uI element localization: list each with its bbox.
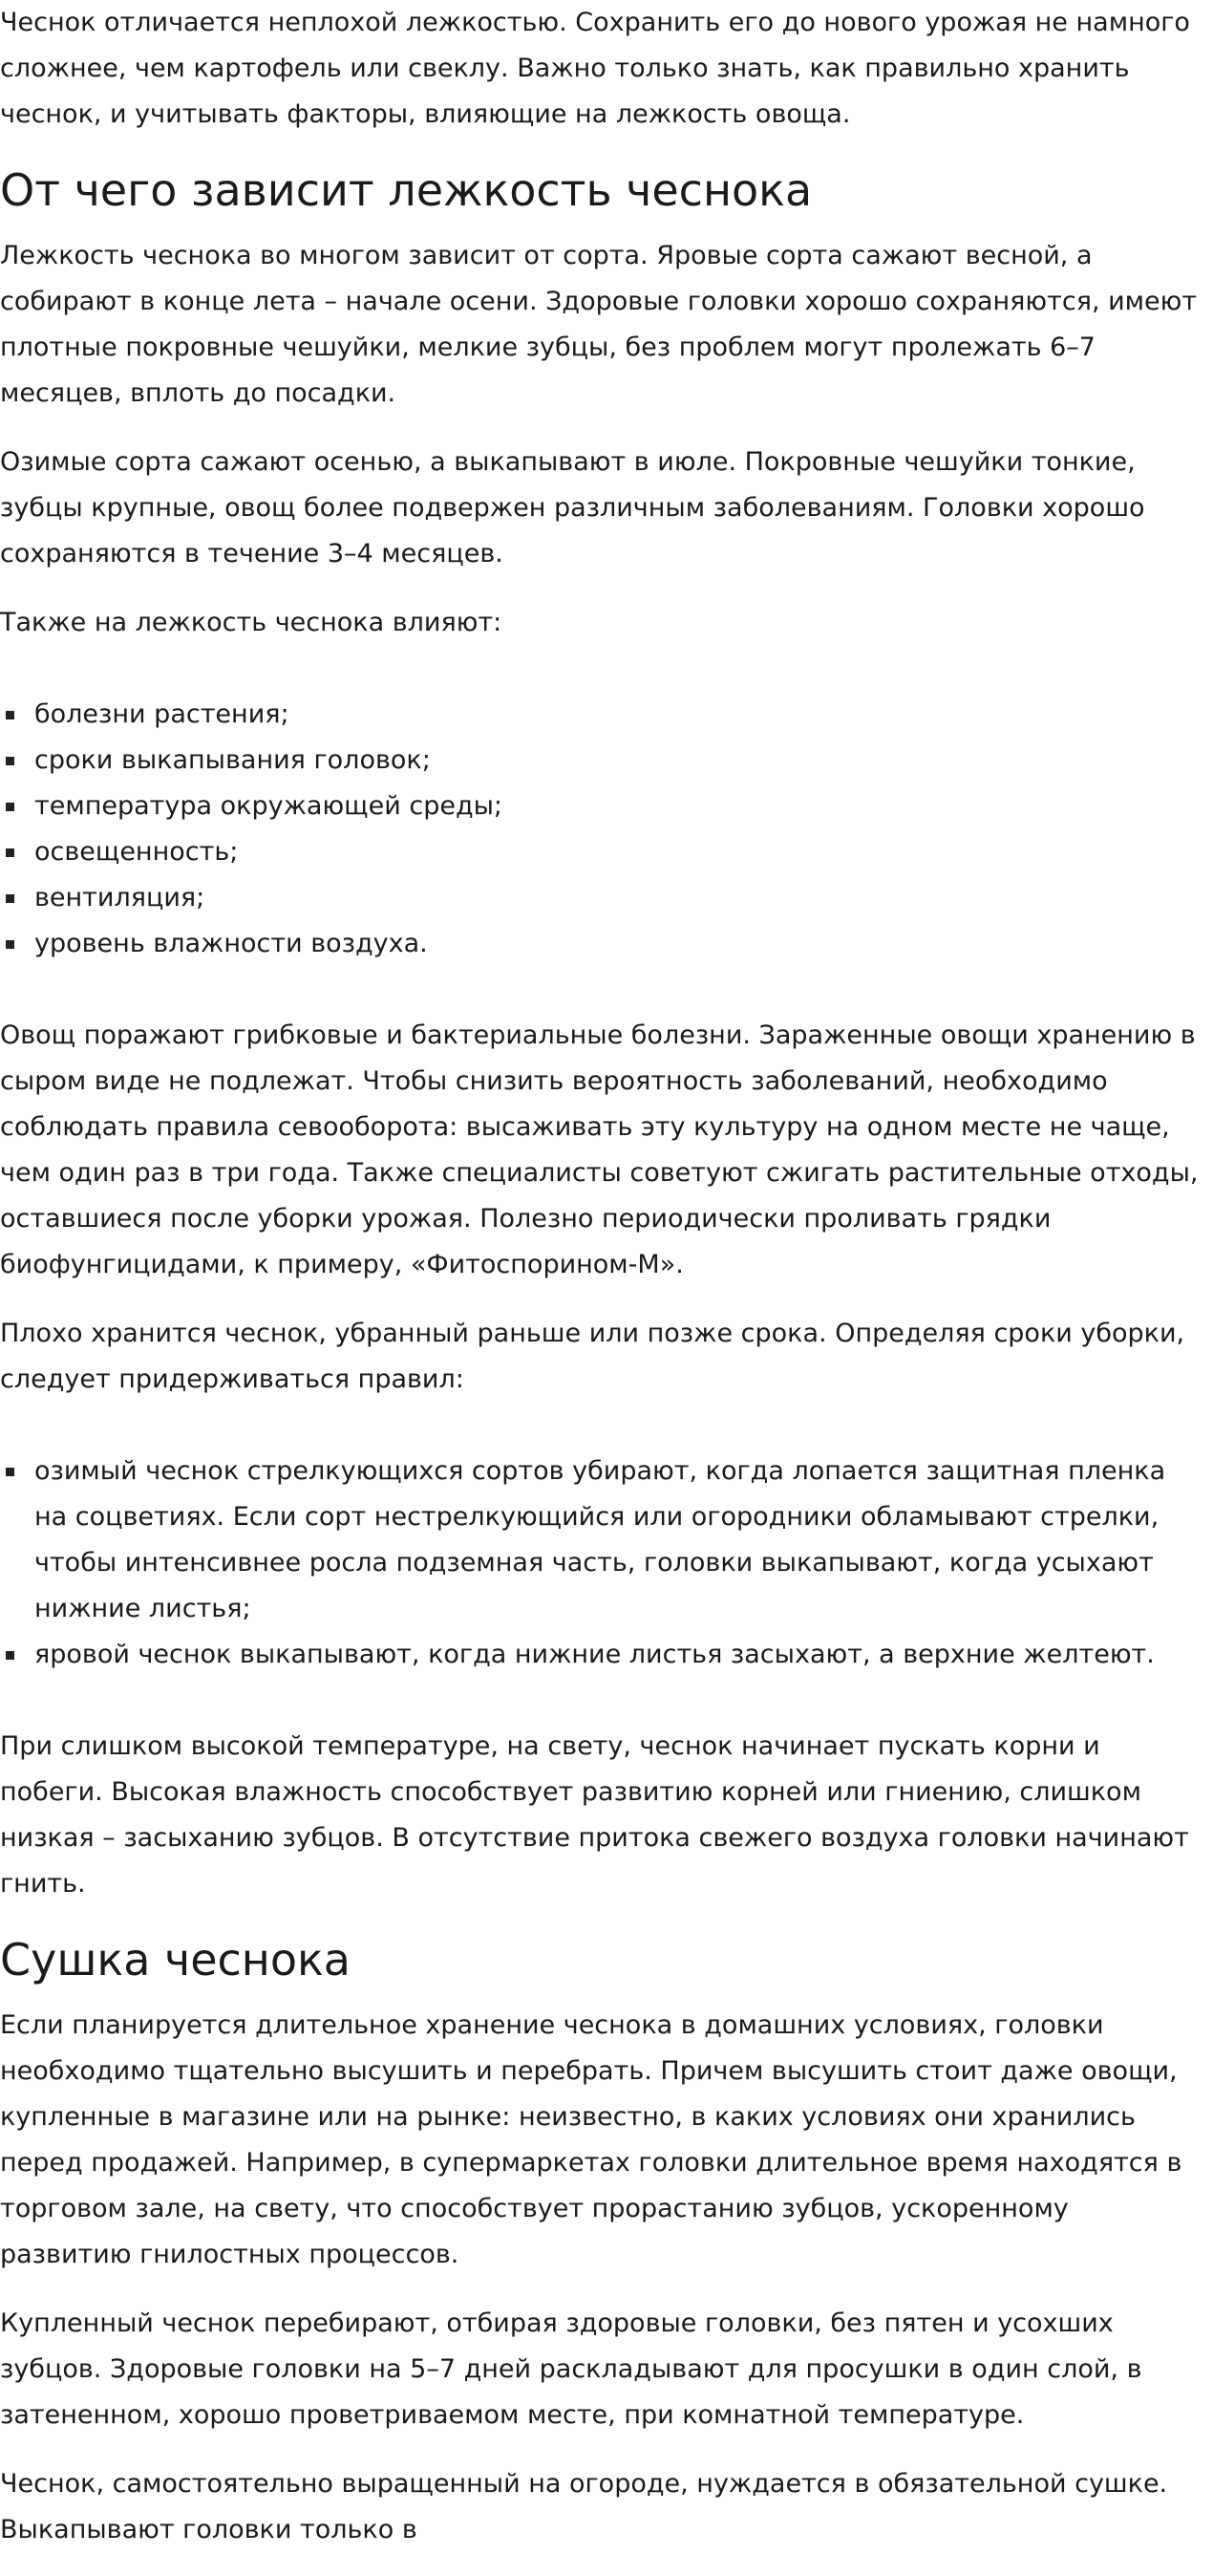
factors-list bbox=[0, 669, 1205, 990]
paragraph-temperature: При слишком высокой температуре, на свету, чеснок начинает пускать корни и побеги. Высокая влажность способствует развитию корней или гниению, слишком низкая – засыханию зубцов. В отсутствие притока свежего воздуха головки начинают гнить. bbox=[0, 1731, 1189, 1899]
paragraph-winter-varieties: Озимые сорта сажают осенью, а выкапывают в июле. Покровные чешуйки тонкие, зубцы крупные, овощ более подвержен различным заболеваниям. Головки хорошо сохраняются в течение 3–4 месяцев. bbox=[0, 447, 1145, 569]
list-item: яровой чеснок выкапывают, когда нижние листья засыхают, а верхние желтеют. bbox=[0, 1632, 1205, 1678]
list-item: болезни растения; bbox=[0, 692, 1205, 738]
list-item: вентиляция; bbox=[0, 875, 1205, 921]
paragraph-harvest-timing: Плохо хранится чеснок, убранный раньше или позже срока. Определяя сроки уборки, следует придерживаться правил: bbox=[0, 1319, 1185, 1394]
harvest-rules-list bbox=[0, 1426, 1205, 1701]
section-heading-storage-factors: От чего зависит лежкость чеснока bbox=[0, 164, 813, 216]
list-item: сроки выкапывания головок; bbox=[0, 738, 1205, 784]
section-heading-drying: Сушка чеснока bbox=[0, 1934, 351, 1986]
paragraph-home-grown: Чеснок, самостоятельно выращенный на огороде, нуждается в обязательной сушке. Выкапывают головки только в bbox=[0, 2469, 1168, 2544]
list-item: озимый чеснок стрелкующихся сортов убирают, когда лопается защитная пленка на соцветиях. Если сорт нестрелкующийся или огородники обламывают стрелки, чтобы интенсивнее росла подземная часть, головки выкапывают, когда усыхают нижние листья; bbox=[0, 1449, 1205, 1632]
paragraph-diseases: Овощ поражают грибковые и бактериальные болезни. Зараженные овощи хранению в сыром виде не подлежат. Чтобы снизить вероятность заболеваний, необходимо соблюдать правила севооборота: высаживать эту культуру на одном месте не чаще, чем один раз в три года. Также специалисты советуют сжигать растительные отходы, оставшиеся после уборки урожая. Полезно периодически проливать грядки биофунгицидами, к примеру, «Фитоспорином-М». bbox=[0, 1020, 1199, 1279]
paragraph-drying-intro: Если планируется длительное хранение чеснока в домашних условиях, головки необходимо тщательно высушить и перебрать. Причем высушить стоит даже овощи, купленные в магазине или на рынке: неизвестно, в каких условиях они хранились перед продажей. Например, в супермаркетах головки длительное время находятся в торговом зале, на свету, что способствует прорастанию зубцов, ускоренному развитию гнилостных процессов. bbox=[0, 2010, 1182, 2269]
intro-paragraph: Чеснок отличается неплохой лежкостью. Сохранить его до нового урожая не намного сложнее, чем картофель или свеклу. Важно только знать, как правильно хранить чеснок, и учитывать факторы, влияющие на лежкость овоща. bbox=[0, 8, 1190, 129]
list-item: уровень влажности воздуха. bbox=[0, 921, 1205, 967]
paragraph-factors-intro: Также на лежкость чеснока влияют: bbox=[0, 608, 502, 637]
paragraph-variety: Лежкость чеснока во многом зависит от сорта. Яровые сорта сажают весной, а собирают в конце лета – начале осени. Здоровые головки хорошо сохраняются, имеют плотные покровные чешуйки, мелкие зубцы, без проблем могут пролежать 6–7 месяцев, вплоть до посадки. bbox=[0, 241, 1198, 408]
list-item: температура окружающей среды; bbox=[0, 784, 1205, 829]
list-item: освещенность; bbox=[0, 829, 1205, 875]
paragraph-bought-garlic: Купленный чеснок перебирают, отбирая здоровые головки, без пятен и усохших зубцов. Здоровые головки на 5–7 дней раскладывают для просушки в один слой, в затененном, хорошо проветриваемом месте, при комнатной температуре. bbox=[0, 2308, 1142, 2430]
